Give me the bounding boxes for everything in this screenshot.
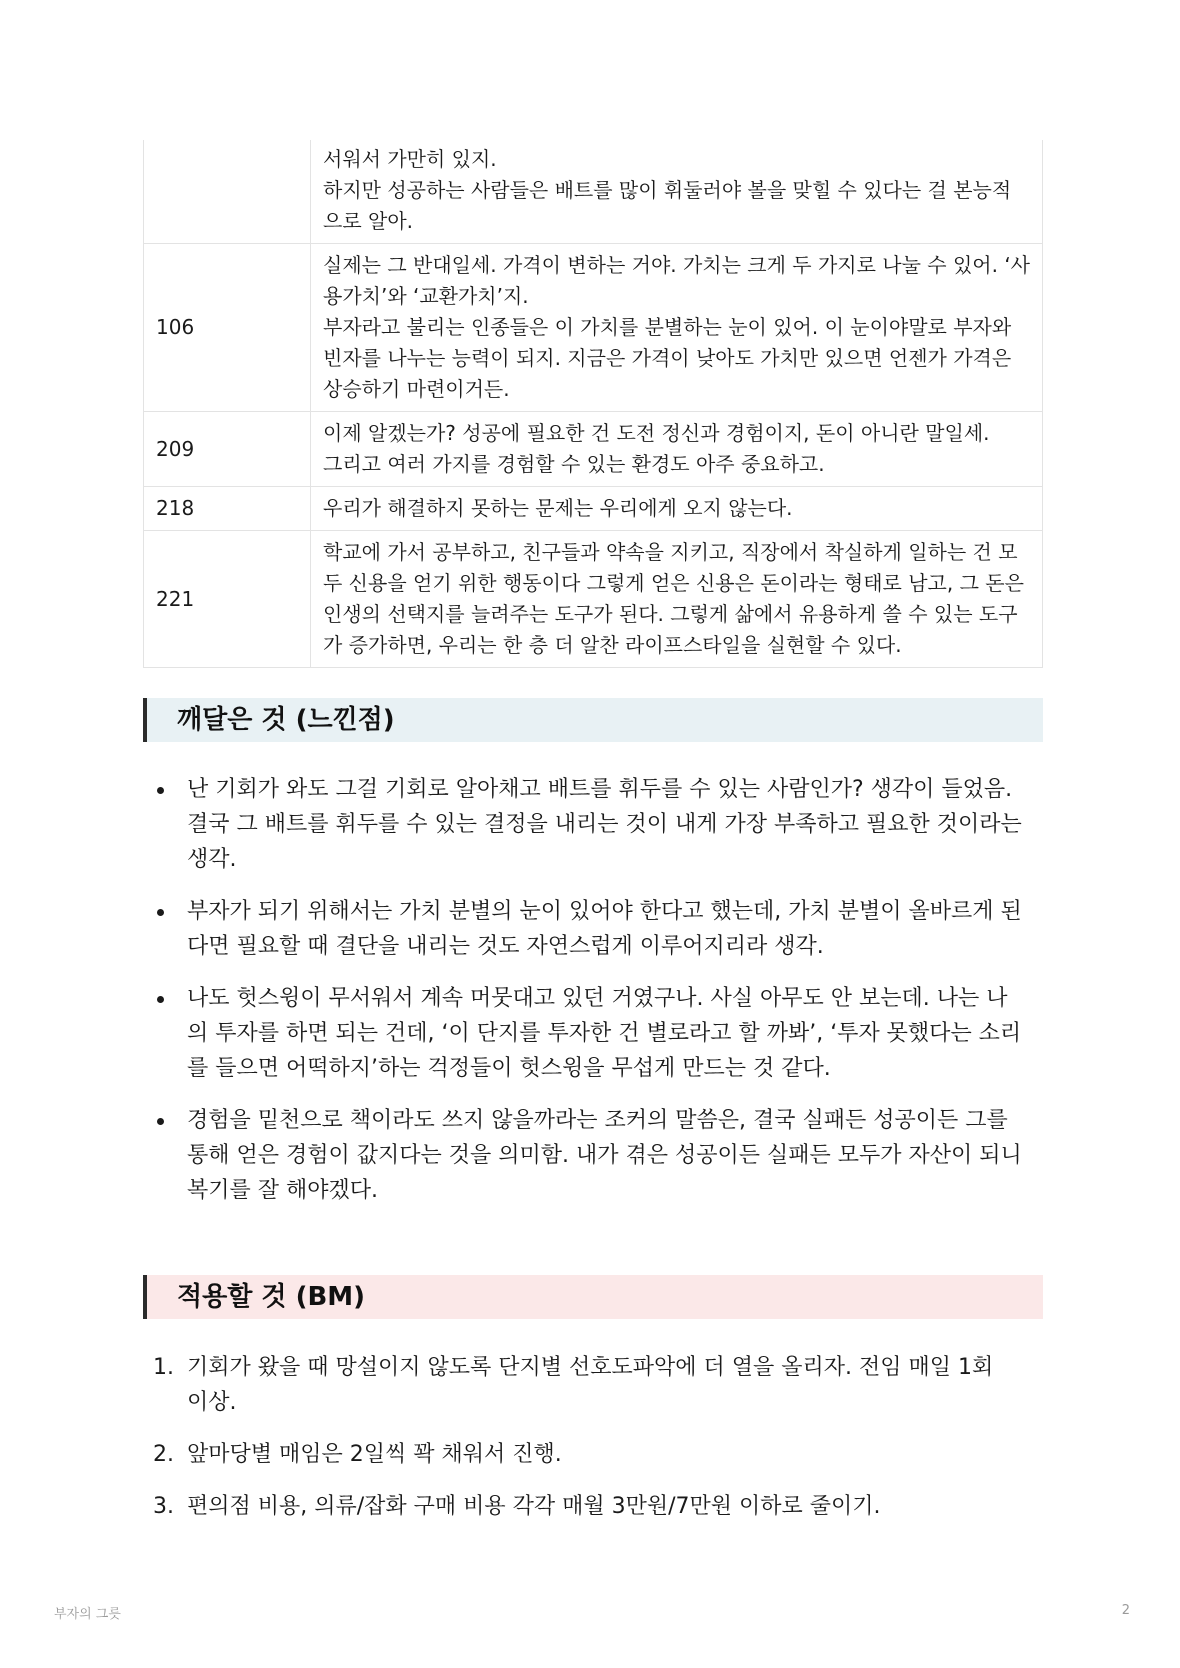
list-item-line: 이상. bbox=[187, 1390, 237, 1415]
list-item-line: 부자가 되기 위해서는 가치 분별의 눈이 있어야 한다고 했는데, 가치 분별이 올바르게 된 bbox=[187, 899, 1022, 924]
page-number-cell bbox=[144, 140, 311, 244]
quote-line: 서워서 가만히 있지. bbox=[323, 147, 497, 171]
quote-cell bbox=[311, 244, 1043, 412]
table-row bbox=[144, 412, 1043, 487]
quote-line: 두 신용을 얻기 위한 행동이다 그렇게 얻은 신용은 돈이라는 형태로 남고, 그 돈은 bbox=[323, 571, 1024, 595]
table-row bbox=[144, 487, 1043, 531]
list-item bbox=[143, 772, 1053, 877]
quote-line: 상승하기 마련이거든. bbox=[323, 377, 510, 401]
list-number: 2. bbox=[153, 1442, 174, 1467]
quote-line: 용가치’와 ‘교환가치’지. bbox=[323, 284, 529, 308]
list-item bbox=[143, 981, 1053, 1086]
list-number: 3. bbox=[153, 1494, 174, 1519]
quote-line: 학교에 가서 공부하고, 친구들과 약속을 지키고, 직장에서 착실하게 일하는 건 모 bbox=[323, 540, 1018, 564]
list-item-line: 나도 헛스윙이 무서워서 계속 머뭇대고 있던 거였구나. 사실 아무도 안 보는데. 나는 나 bbox=[187, 986, 1008, 1011]
page-number-cell: 218 bbox=[144, 487, 311, 531]
bullet-icon bbox=[157, 787, 164, 794]
quote-line: 으로 알아. bbox=[323, 209, 413, 233]
table-row bbox=[144, 531, 1043, 668]
quote-line: 인생의 선택지를 늘려주는 도구가 된다. 그렇게 삶에서 유용하게 쓸 수 있는 도구 bbox=[323, 602, 1018, 626]
quote-cell bbox=[311, 531, 1043, 668]
list-item-line: 결국 그 배트를 휘두를 수 있는 결정을 내리는 것이 내게 가장 부족하고 필요한 것이라는 bbox=[187, 812, 1022, 837]
section-heading-apply: 적용할 것 (BM) bbox=[143, 1275, 1043, 1319]
quote-line: 이제 알겠는가? 성공에 필요한 건 도전 정신과 경험이지, 돈이 아니란 말일세. bbox=[323, 421, 990, 445]
list-item-line: 앞마당별 매임은 2일씩 꽉 채워서 진행. bbox=[187, 1442, 562, 1467]
bullet-icon bbox=[157, 909, 164, 916]
quote-line: 빈자를 나누는 능력이 되지. 지금은 가격이 낮아도 가치만 있으면 언젠가 가격은 bbox=[323, 346, 1012, 370]
list-item-line: 편의점 비용, 의류/잡화 구매 비용 각각 매월 3만원/7만원 이하로 줄이기. bbox=[187, 1494, 881, 1519]
list-item-line: 통해 얻은 경험이 값지다는 것을 의미함. 내가 겪은 성공이든 실패든 모두가 자산이 되니 bbox=[187, 1143, 1022, 1168]
quotes-table bbox=[143, 140, 1043, 668]
list-item-line: 를 들으면 어떡하지’하는 걱정들이 헛스윙을 무섭게 만드는 것 같다. bbox=[187, 1056, 831, 1081]
quote-line: 실제는 그 반대일세. 가격이 변하는 거야. 가치는 크게 두 가지로 나눌 수 있어. ‘사 bbox=[323, 253, 1030, 277]
footer-page-number: 2 bbox=[1121, 1603, 1130, 1618]
list-item-line: 경험을 밑천으로 책이라도 쓰지 않을까라는 조커의 말씀은, 결국 실패든 성공이든 그를 bbox=[187, 1108, 1008, 1133]
list-item bbox=[143, 1103, 1053, 1208]
bullet-icon bbox=[157, 1118, 164, 1125]
page-number-cell: 221 bbox=[144, 531, 311, 668]
quote-cell bbox=[311, 140, 1043, 244]
footer-document-title: 부자의 그릇 bbox=[54, 1607, 121, 1622]
realize-bullet-list bbox=[143, 772, 1053, 1225]
page-number-cell: 106 bbox=[144, 244, 311, 412]
list-item-line: 난 기회가 와도 그걸 기회로 알아채고 배트를 휘두를 수 있는 사람인가? 생각이 들었음. bbox=[187, 777, 1013, 802]
quote-line: 우리가 해결하지 못하는 문제는 우리에게 오지 않는다. bbox=[323, 496, 793, 520]
list-item-line: 생각. bbox=[187, 847, 237, 872]
list-item bbox=[143, 1350, 1053, 1420]
list-item bbox=[143, 1489, 1053, 1524]
section-heading-realize: 깨달은 것 (느낀점) bbox=[143, 698, 1043, 742]
list-number: 1. bbox=[153, 1355, 174, 1380]
quote-line: 부자라고 불리는 인종들은 이 가치를 분별하는 눈이 있어. 이 눈이야말로 부자와 bbox=[323, 315, 1012, 339]
list-item-line: 복기를 잘 해야겠다. bbox=[187, 1178, 378, 1203]
table-row bbox=[144, 140, 1043, 244]
bullet-icon bbox=[157, 996, 164, 1003]
quote-line: 하지만 성공하는 사람들은 배트를 많이 휘둘러야 볼을 맞힐 수 있다는 걸 본능적 bbox=[323, 178, 1012, 202]
list-item-line: 기회가 왔을 때 망설이지 않도록 단지별 선호도파악에 더 열을 올리자. 전임 매일 1회 bbox=[187, 1355, 994, 1380]
quote-cell bbox=[311, 487, 1043, 531]
quote-line: 가 증가하면, 우리는 한 층 더 알찬 라이프스타일을 실현할 수 있다. bbox=[323, 633, 902, 657]
page-number-cell: 209 bbox=[144, 412, 311, 487]
list-item bbox=[143, 894, 1053, 964]
list-item bbox=[143, 1437, 1053, 1472]
apply-numbered-list bbox=[143, 1350, 1053, 1541]
list-item-line: 의 투자를 하면 되는 건데, ‘이 단지를 투자한 건 별로라고 할 까봐’, ‘투자 못했다는 소리 bbox=[187, 1021, 1022, 1046]
quote-cell bbox=[311, 412, 1043, 487]
list-item-line: 다면 필요할 때 결단을 내리는 것도 자연스럽게 이루어지리라 생각. bbox=[187, 934, 824, 959]
table-row bbox=[144, 244, 1043, 412]
quote-line: 그리고 여러 가지를 경험할 수 있는 환경도 아주 중요하고. bbox=[323, 452, 825, 476]
